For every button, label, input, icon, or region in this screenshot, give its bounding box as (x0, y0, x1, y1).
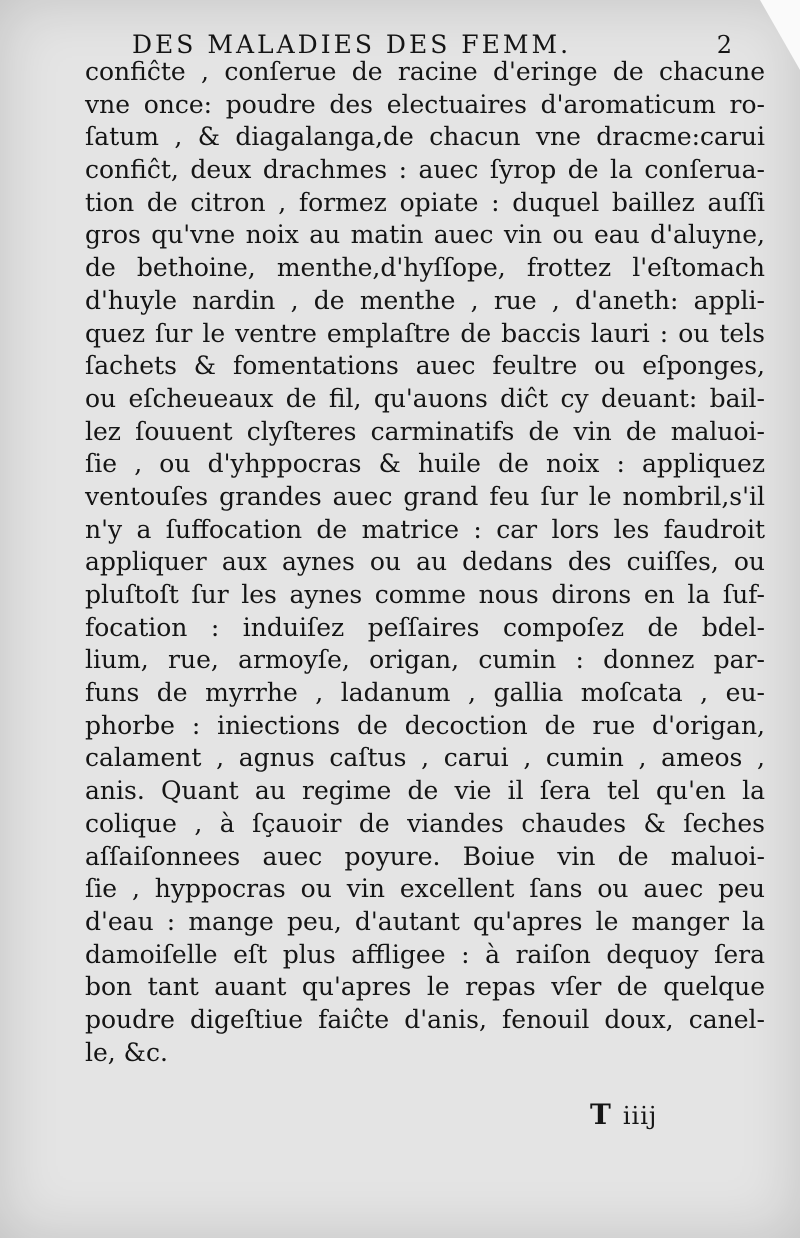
text-line: ſie , ou d'yhppocras & huile de noix : appliquez (85, 449, 765, 479)
text-line: bon tant auant qu'apres le repas vſer de quelque (85, 972, 765, 1002)
catchword-letter: T (590, 1098, 617, 1131)
text-line: lez ſouuent clyſteres carminatifs de vin de maluoi- (85, 416, 765, 446)
text-line: damoiſelle eſt plus affligee : à raiſon dequoy ſera (85, 939, 765, 969)
running-title: DES MALADIES DES FEMM. (132, 30, 572, 59)
text-line: funs de myrrhe , ladanum , gallia moſcata , eu- (85, 678, 765, 708)
text-line: quez ſur le ventre emplaſtre de baccis lauri : ou tels (85, 318, 765, 348)
page-number: 2 (716, 31, 732, 59)
text-line: ou eſcheueaux de fil, qu'auons diĉt cy deuant: bail- (85, 383, 765, 413)
text-line: confiĉte , conſerue de racine d'eringe de chacune (85, 57, 765, 86)
folded-corner (760, 0, 800, 70)
catchword (590, 1098, 657, 1131)
text-line: gros qu'vne noix au matin auec vin ou eau d'aluyne, (85, 220, 765, 250)
text-line: ventouſes grandes auec grand feu ſur le nombril,s'il (85, 481, 765, 511)
text-line: n'y a ſuffocation de matrice : car lors les faudroit (85, 514, 765, 544)
text-line: pluſtoſt ſur les aynes comme nous dirons en la ſuf- (85, 580, 765, 609)
text-line: poudre digeſtiue faiĉte d'anis, fenouil doux, canel- (85, 1004, 765, 1034)
text-line: confiĉt, deux drachmes : auec ſyrop de la conſerua- (85, 155, 765, 185)
text-line: anis. Quant au regime de vie il ſera tel qu'en la (85, 776, 765, 806)
signature-mark: iiij (622, 1102, 658, 1130)
text-line: ſie , hyppocras ou vin excellent ſans ou auec peu (85, 874, 765, 904)
text-line: d'eau : mange peu, d'autant qu'apres le manger la (85, 906, 765, 936)
text-line: focation : induiſez peſſaires compoſez de bdel- (85, 612, 765, 642)
text-line: tion de citron , formez opiate : duquel baillez auſſi (85, 187, 765, 217)
running-header (132, 30, 732, 59)
text-line: de bethoine, menthe,d'hyſſope, frottez l'eſtomach (85, 253, 765, 283)
text-line: vne once: poudre des electuaires d'aromaticum ro- (85, 89, 765, 119)
text-line: le, &c. (85, 1037, 168, 1067)
text-line: d'huyle nardin , de menthe , rue , d'aneth: appli- (85, 285, 765, 315)
text-line: calament , agnus caſtus , carui , cumin , ameos , (85, 743, 765, 773)
text-line: colique , à ſçauoir de viandes chaudes & ſeches (85, 808, 765, 838)
text-line: appliquer aux aynes ou au dedans des cuiſſes, ou (85, 547, 765, 577)
text-line: ſachets & fomentations auec feultre ou eſponges, (85, 351, 765, 381)
text-line: phorbe : iniections de decoction de rue d'origan, (85, 710, 765, 740)
body-text (85, 56, 765, 1069)
text-line: aſſaiſonnees auec poyure. Boiue vin de maluoi- (85, 841, 765, 871)
text-line: lium, rue, armoyſe, origan, cumin : donnez par- (85, 645, 765, 675)
text-line: ſatum , & diagalanga,de chacun vne dracme:carui (85, 122, 765, 152)
